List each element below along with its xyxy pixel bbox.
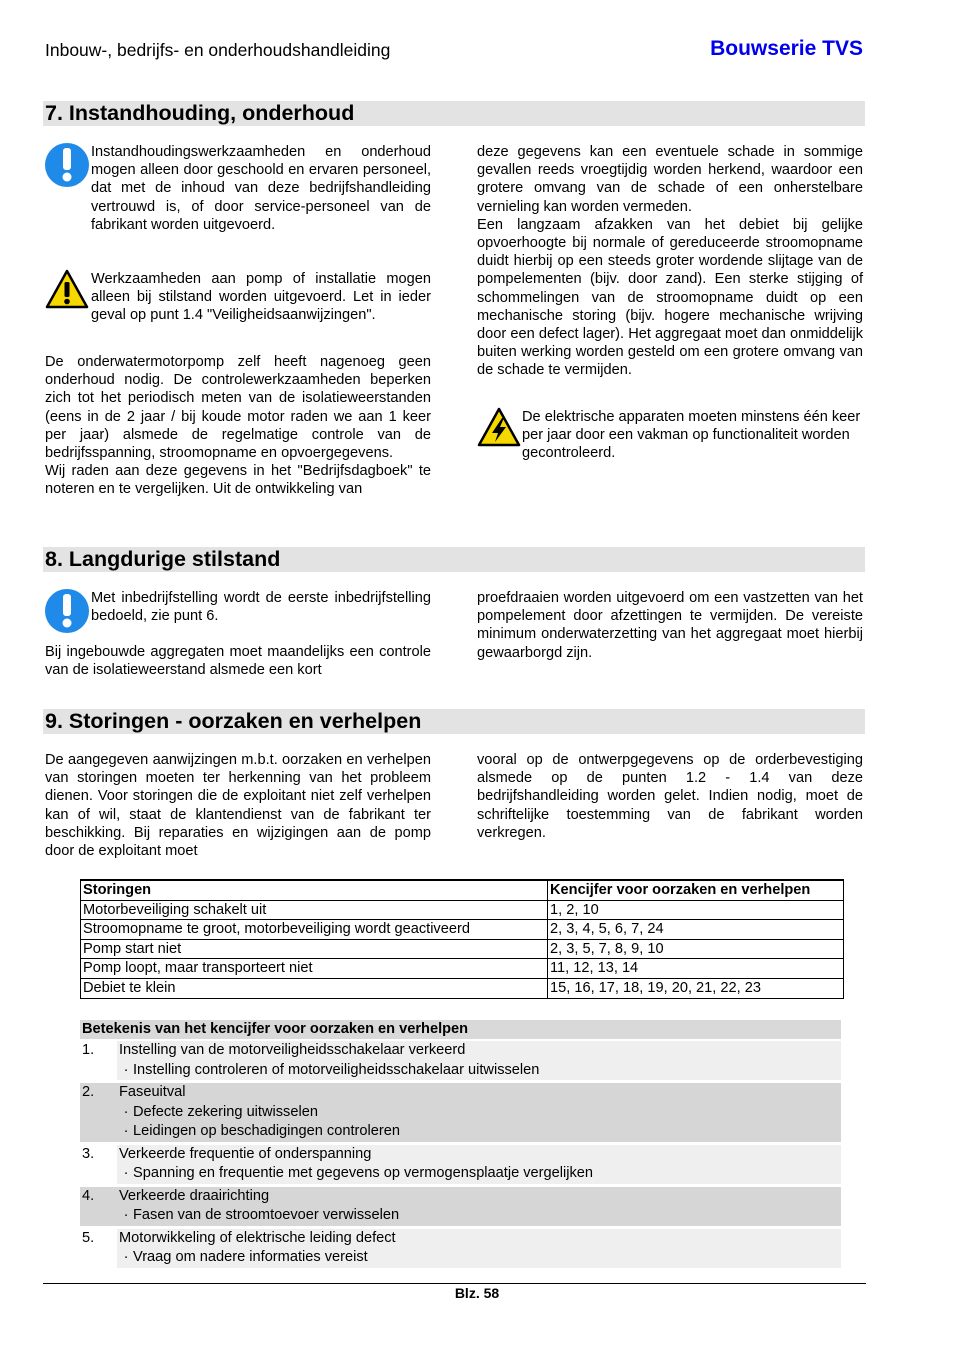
item-number: 1. — [80, 1041, 117, 1080]
section-9-title: 9. Storingen - oorzaken en verhelpen — [43, 709, 865, 734]
item-number: 3. — [80, 1145, 117, 1184]
item-title: Motorwikkeling of elektrische leiding defect — [119, 1229, 396, 1246]
document-title: Inbouw-, bedrijfs- en onderhoudshandleiding — [45, 40, 391, 60]
item-title: Verkeerde frequentie of onderspanning — [119, 1145, 372, 1162]
section-9-right-text: vooral op de ontwerpgegevens op de orderbevestiging alsmede op de punten 1.2 - 1.4 van deze bedrijfshandleiding worden gelet. Indien nodig, moet de schriftelijke toestemming van de fabrikant worden verkregen. — [477, 752, 863, 841]
table-header-row — [81, 880, 844, 900]
table-row — [81, 939, 844, 959]
bullet: · — [123, 1061, 129, 1078]
code-cell: 2, 3, 5, 7, 8, 9, 10 — [548, 939, 844, 959]
section-9-left-text: De aangegeven aanwijzingen m.b.t. oorzaken en verhelpen van storingen moeten ter herkenning van het probleem dienen. Voor storingen die de exploitant niet zelf verhelpen kan of wil, staat de klantendienst van de fabrikant ter beschikking. Bij reparaties en wijzigingen aan de pomp door de exploitant moet — [45, 752, 431, 860]
section-8-title: 8. Langdurige stilstand — [43, 547, 865, 572]
exclamation-icon — [45, 143, 89, 187]
page-number: Blz. 58 — [454, 1285, 500, 1301]
electric-hazard-icon — [477, 407, 521, 447]
list-item — [80, 1083, 841, 1142]
warning-icon — [45, 269, 89, 309]
code-cell: 2, 3, 4, 5, 6, 7, 24 — [548, 920, 844, 940]
item-action: Vraag om nadere informaties vereist — [133, 1249, 368, 1265]
malfunction-cell: Stroomopname te groot, motorbeveiliging wordt geactiveerd — [81, 920, 548, 940]
code-cell: 11, 12, 13, 14 — [548, 959, 844, 979]
section-8-right-text: proefdraaien worden uitgevoerd om een vastzetten van het pompelement door afzettingen te vermijden. De vereiste minimum onderwaterzetting van het aggregaat moet hierbij gewaarborgd zijn. — [477, 590, 863, 661]
item-action: Leidingen op beschadigingen controleren — [133, 1123, 400, 1139]
exclamation-icon — [45, 589, 89, 633]
table-row — [81, 920, 844, 940]
list-item — [80, 1229, 841, 1268]
item-action: Defecte zekering uitwisselen — [133, 1103, 318, 1120]
code-meaning-table — [80, 1020, 841, 1271]
code-cell: 1, 2, 10 — [548, 900, 844, 920]
maintenance-personnel-note: Instandhoudingswerkzaamheden en onderhoud mogen alleen door geschoold en ervaren personeel, dat met de inhoud van deze bedrijfshandleiding vertrouwd is, of door service-personeel van de fabrikant worden uitgevoerd. — [91, 144, 431, 233]
electrical-check-note: De elektrische apparaten moeten minstens één keer per jaar door een vakman op functionaliteit worden gecontroleerd. — [522, 409, 861, 462]
section-7-right-text: deze gegevens kan een eventuele schade in sommige gevallen reeds vroegtijdig worden herkend, waardoor een grotere omvang van de schade of een onherstelbare vernieling kan worden vermeden. Een langzaam afzakken van het debiet bij gelijke opvoerhoogte bij normale of gereduceerde stroomopname duidt hierbij op een steeds groter wordende slijtage van de pompelementen (bijv. door zand). Een sterke stijging of schommelingen van de stroomopname duidt op een mechanische storing (bijv. hogere mechanische wrijving door een defect lager). Het aggregaat moet dan onmiddelijk buiten werking worden gesteld om een grotere omvang van de schade te vermijden. — [477, 144, 863, 379]
footer-divider — [43, 1283, 866, 1284]
list-item — [80, 1145, 841, 1184]
malfunction-cell: Pomp loopt, maar transporteert niet — [81, 959, 548, 979]
bullet: · — [123, 1249, 129, 1265]
bullet: · — [123, 1103, 129, 1120]
table-row — [81, 959, 844, 979]
code-cell: 15, 16, 17, 18, 19, 20, 21, 22, 23 — [548, 978, 844, 998]
table-row — [81, 978, 844, 998]
standstill-work-note: Werkzaamheden aan pomp of installatie mogen alleen bij stilstand worden uitgevoerd. Let in ieder geval op punt 1.4 "Veiligheidsaanwijzingen". — [91, 271, 431, 324]
item-title: Faseuitval — [119, 1084, 186, 1100]
item-number: 2. — [80, 1083, 117, 1142]
malfunction-cell: Motorbeveiliging schakelt uit — [81, 900, 548, 920]
table-row — [81, 900, 844, 920]
section-8-left-text: Bij ingebouwde aggregaten moet maandelijks een controle van de isolatieweerstand alsmede een kort — [45, 644, 431, 679]
section-7-title: 7. Instandhouding, onderhoud — [43, 101, 865, 126]
malfunction-table — [80, 879, 844, 999]
item-number: 5. — [80, 1229, 117, 1268]
malfunction-cell: Pomp start niet — [81, 939, 548, 959]
item-title: Instelling van de motorveiligheidsschakelaar verkeerd — [119, 1042, 466, 1058]
item-action: Instelling controleren of motorveiligheidsschakelaar uitwisselen — [133, 1061, 540, 1078]
code-meaning-header: Betekenis van het kencijfer voor oorzaken en verhelpen — [80, 1020, 841, 1039]
list-item — [80, 1187, 841, 1226]
commissioning-note: Met inbedrijfstelling wordt de eerste inbedrijfstelling bedoeld, zie punt 6. — [91, 590, 431, 625]
section-7-left-text: De onderwatermotorpomp zelf heeft nagenoeg geen onderhoud nodig. De controlewerkzaamheden beperken zich tot het periodisch meten van de isolatieweerstanden (eens in de 2 jaar / bij koude motor raden we aan 1 keer per jaar) alsmede de regelmatige controle van de bedrijfsspanning, stroomopname en opvoergegevens. Wij raden aan deze gegevens in het "Bedrijfsdagboek" te noteren en te vergelijken. Uit de ontwikkeling van — [45, 354, 431, 498]
item-action: Spanning en frequentie met gegevens op vermogensplaatje vergelijken — [133, 1165, 594, 1181]
bullet: · — [123, 1207, 129, 1223]
malfunction-cell: Debiet te klein — [81, 978, 548, 998]
bullet: · — [123, 1123, 129, 1139]
series-title: Bouwserie TVS — [710, 37, 863, 60]
list-item — [80, 1041, 841, 1080]
column-header: Storingen — [81, 880, 548, 900]
column-header: Kencijfer voor oorzaken en verhelpen — [548, 880, 844, 900]
item-title: Verkeerde draairichting — [119, 1187, 270, 1204]
item-number: 4. — [80, 1187, 117, 1226]
bullet: · — [123, 1165, 129, 1181]
item-action: Fasen van de stroomtoevoer verwisselen — [133, 1207, 400, 1223]
